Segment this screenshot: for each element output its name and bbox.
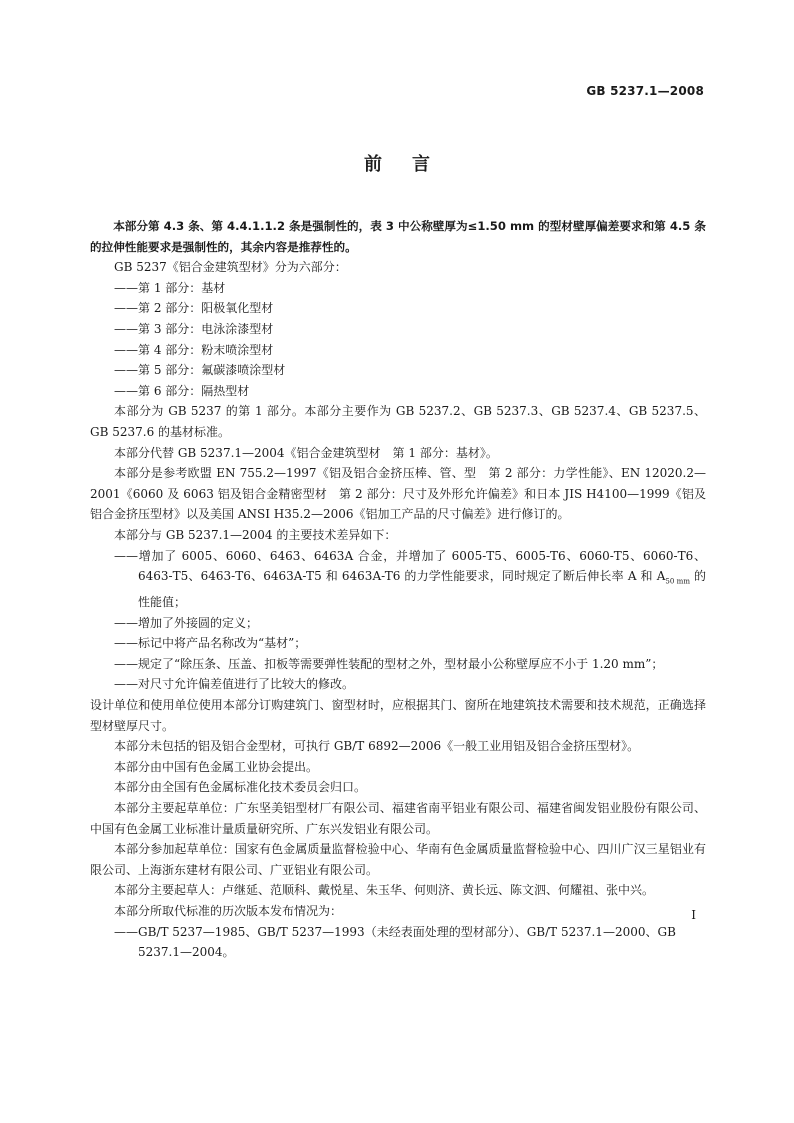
parts-intro: GB 5237《铝合金建筑型材》分为六部分：: [114, 260, 347, 275]
history-intro: 本部分所取代标准的历次版本发布情况为：: [114, 903, 343, 918]
replaces-paragraph: 本部分代替 GB 5237.1—2004《铝合金建筑型材 第 1 部分：基材》。: [114, 445, 498, 460]
subscript: 50 mm: [665, 577, 690, 586]
exclusion-paragraph: 本部分未包括的铝及铝合金型材，可执行 GB/T 6892—2006《一般工业用铝及铝合金挤压型材》。: [114, 739, 640, 754]
difference-item: ——规定了“除压条、压盖、扣板等需要弹性装配的型材之外，型材最小公称壁厚应不小于 1.20 mm”；: [114, 656, 664, 671]
part-item: ——第 2 部分：阳极氧化型材: [114, 301, 274, 316]
committee-paragraph: 本部分由全国有色金属标准化技术委员会归口。: [114, 780, 367, 795]
part-item: ——第 5 部分：氟碳漆喷涂型材: [114, 363, 286, 378]
difference-item: ——标记中将产品名称改为“基材”；: [114, 636, 307, 651]
differences-intro: 本部分与 GB 5237.1—2004 的主要技术差异如下：: [114, 527, 397, 542]
page-title: 前言: [364, 154, 460, 175]
part-item: ——第 1 部分：基材: [114, 280, 226, 295]
history-item: ——GB/T 5237—1985、GB/T 5237—1993（未经表面处理的型材部分）、GB/T 5237.1—2000、GB 5237.1—2004。: [114, 924, 676, 960]
participating-units-paragraph: 本部分参加起草单位：国家有色金属质量监督检验中心、华南有色金属质量监督检验中心、四川广汉三星铝业有限公司、上海浙东建材有限公司、广亚铝业有限公司。: [90, 842, 706, 877]
design-note-paragraph: 设计单位和使用单位使用本部分订购建筑门、窗型材时，应根据其门、窗所在地建筑技术需要和技术规范，正确选择型材壁厚尺寸。: [90, 698, 706, 733]
difference-text: ——增加了 6005、6060、6463、6463A 合金，并增加了 6005-T5、6005-T6、6060-T5、6060-T6、6463-T5、6463-T6、6463A-T5 和 6463A-T6 的力学性能要求，同时规定了断后伸长率 A 和 A: [114, 548, 706, 584]
part-item: ——第 6 部分：隔热型材: [114, 383, 250, 398]
drafters-paragraph: 本部分主要起草人：卢继延、范顺科、戴悦星、朱玉华、何则济、黄长远、陈文泗、何耀祖、张中兴。: [114, 883, 655, 898]
part-item: ——第 3 部分：电泳涂漆型材: [114, 321, 274, 336]
difference-item: ——增加了外接圆的定义；: [114, 615, 259, 630]
proposer-paragraph: 本部分由中国有色金属工业协会提出。: [114, 759, 319, 774]
part-item: ——第 4 部分：粉末喷涂型材: [114, 342, 274, 357]
difference-item: ——对尺寸允许偏差值进行了比较大的修改。: [114, 677, 355, 692]
difference-text-end: 的性能值；: [138, 569, 706, 610]
page-number: I: [691, 908, 696, 922]
drafting-units-paragraph: 本部分主要起草单位：广东坚美铝型材厂有限公司、福建省南平铝业有限公司、福建省闽发铝业股份有限公司、中国有色金属工业标准计量质量研究所、广东兴发铝业有限公司。: [90, 801, 706, 836]
document-body: [90, 216, 706, 963]
difference-item: [90, 546, 706, 613]
scope-paragraph: 本部分为 GB 5237 的第 1 部分。本部分主要作为 GB 5237.2、GB 5237.3、GB 5237.4、GB 5237.5、GB 5237.6 的基材标准。: [90, 404, 706, 439]
mandatory-clause-paragraph: 本部分第 4.3 条、第 4.4.1.1.2 条是强制性的，表 3 中公称壁厚为≤1.50 mm 的型材壁厚偏差要求和第 4.5 条的拉伸性能要求是强制性的，其余内容是推荐性的。: [90, 219, 706, 254]
references-paragraph: 本部分是参考欧盟 EN 755.2—1997《铝及铝合金挤压棒、管、型 第 2 部分：力学性能》、EN 12020.2—2001《6060 及 6063 铝及铝合金精密型材 第 2 部分：尺寸及外形允许偏差》和日本 JIS H4100—1999《铝及铝合金挤压型材》以及美国 ANSI H35.2—2006《铝加工产品的尺寸偏差》进行修订的。: [90, 466, 706, 522]
standard-code: GB 5237.1—2008: [586, 84, 704, 98]
